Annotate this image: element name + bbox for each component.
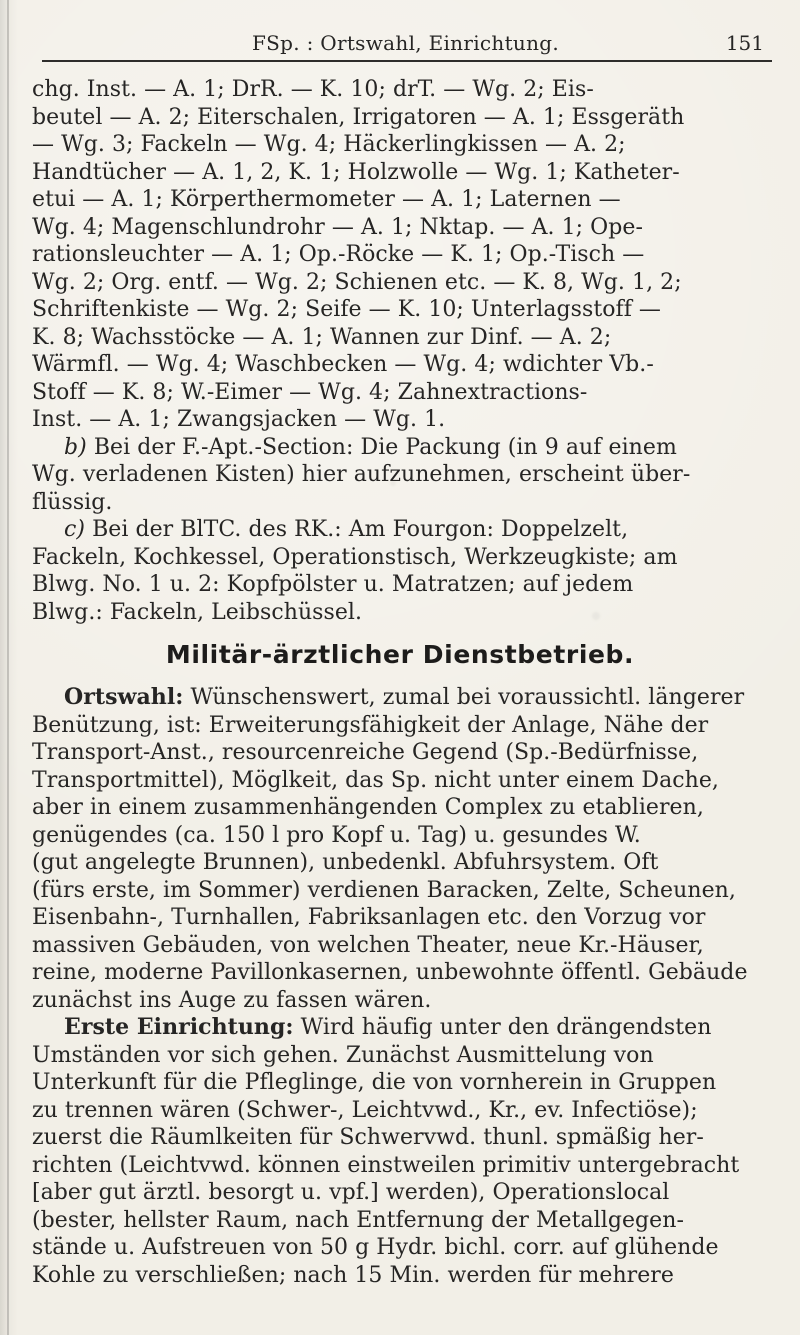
text-line: Wg. 4; Magenschlundrohr — A. 1; Nktap. — A. 1; Ope- (32, 214, 643, 240)
text-line: (gut angelegte Brunnen), unbedenkl. Abfuhrsystem. Oft (32, 850, 659, 875)
paragraph-c-first-line (32, 516, 772, 544)
text-line: (fürs erste, im Sommer) verdienen Baracken, Zelte, Scheunen, (32, 877, 736, 903)
text-line: Wg. 2; Org. entf. — Wg. 2; Schienen etc. — K. 8, Wg. 1, 2; (32, 269, 682, 295)
text-line: zu trennen wären (Schwer-, Leichtvwd., Kr., ev. Infectiöse); (32, 1097, 698, 1123)
running-head: FSp. : Ortswahl, Einrichtung. (252, 31, 560, 55)
text-line: zuerst die Räumlkeiten für Schwervwd. thunl. spmäßig her- (32, 1125, 704, 1150)
run-in-heading: Erste Einrichtung: (64, 1014, 294, 1040)
text-line: aber in einem zusammenhängenden Complex zu etablieren, (32, 795, 704, 820)
text-line: beutel — A. 2; Eiterschalen, Irrigatoren — A. 1; Essgeräth (32, 104, 685, 130)
paragraph-label: b) (64, 434, 87, 460)
text-line: Inst. — A. 1; Zwangsjacken — Wg. 1. (32, 407, 446, 432)
text-line: Blwg. No. 1 u. 2: Kopfpölster u. Matratzen; auf jedem (32, 572, 634, 597)
text-line: Wird häufig unter den drängendsten (293, 1015, 712, 1040)
section-heading: Militär-ärztlicher Dienstbetrieb. (165, 640, 635, 669)
text-line: Stoff — K. 8; W.-Eimer — Wg. 4; Zahnextractions- (32, 379, 588, 405)
text-line: Unterkunft für die Pfleglinge, die von vornherein in Gruppen (32, 1070, 717, 1095)
ortswahl-first-line (32, 684, 772, 712)
text-line: Bei der F.-Apt.-Section: Die Packung (in 9 auf einem (93, 434, 677, 460)
text-line: massiven Gebäuden, von welchen Theater, neue Kr.-Häuser, (32, 932, 704, 958)
text-line: genügendes (ca. 150 l pro Kopf u. Tag) u. gesundes W. (32, 822, 641, 848)
text-line: chg. Inst. — A. 1; DrR. — K. 10; drT. — Wg. 2; Eis- (32, 77, 594, 102)
text-line: Transport-Anst., resourcenreiche Gegend (Sp.-Bedürfnisse, (32, 740, 699, 765)
text-line: Handtücher — A. 1, 2, K. 1; Holzwolle — Wg. 1; Katheter- (32, 159, 680, 185)
run-in-heading: Ortswahl: (64, 684, 184, 710)
service-text (32, 684, 772, 1289)
text-line: K. 8; Wachsstöcke — A. 1; Wannen zur Dinf. — A. 2; (32, 324, 612, 350)
erste-einrichtung-first-line (32, 1014, 772, 1042)
equipment-list-text (32, 76, 772, 626)
text-line: Wärmfl. — Wg. 4; Waschbecken — Wg. 4; wdichter Vb.- (32, 352, 654, 377)
text-line: richten (Leichtvwd. können einstweilen primitiv untergebracht (32, 1152, 740, 1178)
paragraph-b-first-line (32, 434, 772, 462)
text-line: zunächst ins Auge zu fassen wären. (32, 987, 432, 1013)
text-line: — Wg. 3; Fackeln — Wg. 4; Häckerlingkissen — A. 2; (32, 132, 626, 157)
text-line: Kohle zu verschließen; nach 15 Min. werden für mehrere (32, 1262, 674, 1288)
paragraph-label: c) (64, 517, 86, 542)
text-line: flüssig. (32, 489, 113, 515)
text-line: Wünschenswert, zumal bei voraussichtl. längerer (183, 685, 745, 710)
text-line: Transportmittel), Möglkeit, das Sp. nicht unter einem Dache, (32, 767, 719, 793)
text-line: (bester, hellster Raum, nach Entfernung der Metallgegen- (32, 1207, 684, 1233)
text-line: Fackeln, Kochkessel, Operationstisch, Werkzeugkiste; am (32, 544, 678, 570)
text-line: Umständen vor sich gehen. Zunächst Ausmittelung von (32, 1042, 654, 1068)
text-line: reine, moderne Pavillonkasernen, unbewohnte öffentl. Gebäude (32, 960, 748, 985)
text-line: Benützung, ist: Erweiterungsfähigkeit der Anlage, Nähe der (32, 712, 709, 738)
text-line: Bei der BlTC. des RK.: Am Fourgon: Doppelzelt, (92, 517, 629, 542)
text-line: etui — A. 1; Körperthermometer — A. 1; Laternen — (32, 187, 621, 212)
text-line: Wg. verladenen Kisten) hier aufzunehmen, erscheint über- (32, 462, 691, 487)
text-line: rationsleuchter — A. 1; Op.-Röcke — K. 1; Op.-Tisch — (32, 242, 645, 267)
text-line: Schriftenkiste — Wg. 2; Seife — K. 10; Unterlagsstoff — (32, 297, 661, 322)
text-line: stände u. Aufstreuen von 50 g Hydr. bichl. corr. auf glühende (32, 1235, 719, 1260)
text-line: Blwg.: Fackeln, Leibschüssel. (32, 599, 363, 625)
text-line: Eisenbahn-, Turnhallen, Fabriksanlagen etc. den Vorzug vor (32, 905, 706, 930)
text-line: [aber gut ärztl. besorgt u. vpf.] werden), Operationslocal (32, 1180, 670, 1205)
page-number: 151 (725, 31, 764, 55)
page-header (42, 28, 772, 62)
